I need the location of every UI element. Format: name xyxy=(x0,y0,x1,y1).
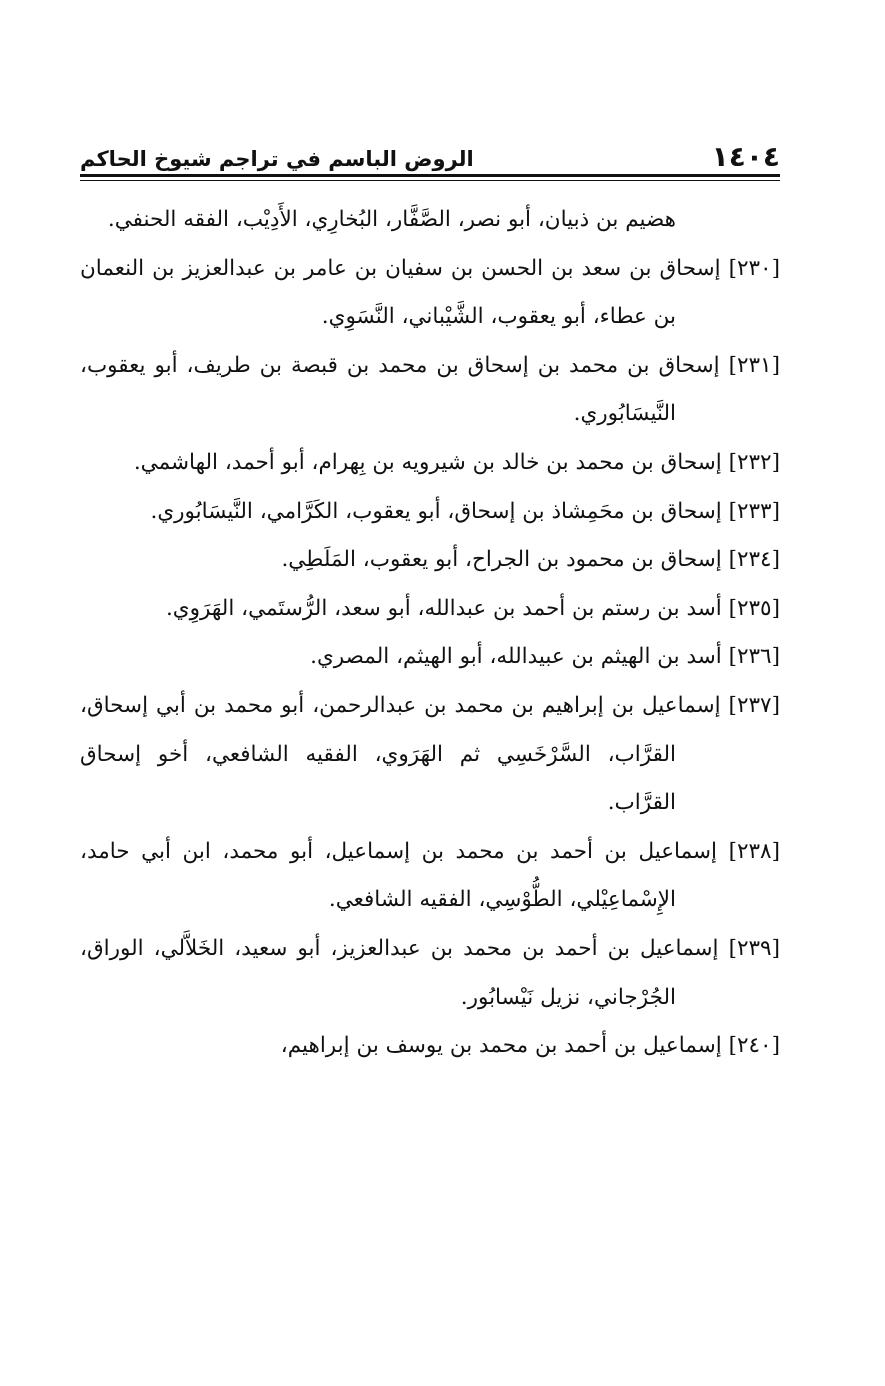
biography-entry xyxy=(80,536,780,585)
entry-text: إسحاق بن محمود بن الجراح، أبو يعقوب، المَلَطِي. xyxy=(281,547,722,573)
page-body xyxy=(80,196,780,1071)
entry-number: [٢٣٤] xyxy=(728,547,780,573)
entry-text: إسحاق بن سعد بن الحسن بن سفيان بن عامر بن عبدالعزيز بن النعمان بن عطاء، أبو يعقوب، الشَّيْباني، النَّسَوِي. xyxy=(80,255,721,330)
biography-entry xyxy=(80,925,780,1022)
entry-number: [٢٣٩] xyxy=(728,935,780,961)
entry-text: إسحاق بن محمد بن إسحاق بن محمد بن قبصة بن طريف، أبو يعقوب، النَّيسَابُوري. xyxy=(80,352,720,427)
page-number: ١٤٠٤ xyxy=(711,140,780,173)
continued-entry-text: هضيم بن ذبيان، أبو نصر، الصَّفَّار، البُخارِي، الأَدِيْب، الفقه الحنفي. xyxy=(107,207,676,232)
biography-entry xyxy=(80,1022,780,1071)
entry-text: أسد بن الهيثم بن عبيدالله، أبو الهيثم، المصري. xyxy=(310,644,722,670)
entry-text: إسماعيل بن أحمد بن محمد بن عبدالعزيز، أبو سعيد، الخَلاَّلي، الوراق، الجُرْجاني، نزيل نَيْسابُور. xyxy=(80,935,719,1010)
entry-number: [٢٣٢] xyxy=(728,449,780,475)
entry-text: إسماعيل بن أحمد بن محمد بن إسماعيل، أبو محمد، ابن أبي حامد، الإِسْماعِيْلي، الطُّوْسِي، الفقيه الشافعي. xyxy=(80,838,718,913)
biography-entry xyxy=(80,488,780,537)
entry-text: إسحاق بن محَمِشاذ بن إسحاق، أبو يعقوب، الكَرَّامي، النَّيسَابُوري. xyxy=(150,498,722,524)
entry-number: [٢٤٠] xyxy=(728,1033,780,1059)
entry-number: [٢٣٠] xyxy=(728,255,780,281)
biography-entry xyxy=(80,342,780,439)
header-rule-thick xyxy=(80,174,780,177)
biography-entry xyxy=(80,585,780,634)
entry-text: أسد بن رستم بن أحمد بن عبدالله، أبو سعد، الرُّستَمي، الهَرَوِي. xyxy=(165,595,722,621)
entry-number: [٢٣١] xyxy=(728,352,780,378)
entry-number: [٢٣٧] xyxy=(728,692,780,718)
page-header xyxy=(80,140,780,174)
biography-entry xyxy=(80,828,780,925)
biography-entry xyxy=(80,439,780,488)
entry-text: إسحاق بن محمد بن خالد بن شيرويه بن بِهرام، أبو أحمد، الهاشمي. xyxy=(133,449,722,475)
entry-text: إسماعيل بن أحمد بن محمد بن يوسف بن إبراهيم، xyxy=(280,1033,722,1059)
entry-number: [٢٣٥] xyxy=(728,595,780,621)
running-title: الروض الباسم في تراجم شيوخ الحاكم xyxy=(80,147,474,171)
entry-number: [٢٣٦] xyxy=(728,644,780,670)
header-rule-thin xyxy=(80,180,780,181)
entry-number: [٢٣٣] xyxy=(728,498,780,524)
entry-text: إسماعيل بن إبراهيم بن محمد بن عبدالرحمن، أبو محمد بن أبي إسحاق، القرَّاب، السَّرْخَسِي ثم الهَرَوي، الفقيه الشافعي، أخو إسحاق القرَّاب. xyxy=(80,692,721,816)
biography-entry xyxy=(80,682,780,828)
entry-number: [٢٣٨] xyxy=(728,838,780,864)
biography-entry xyxy=(80,245,780,342)
biography-entry xyxy=(80,633,780,682)
